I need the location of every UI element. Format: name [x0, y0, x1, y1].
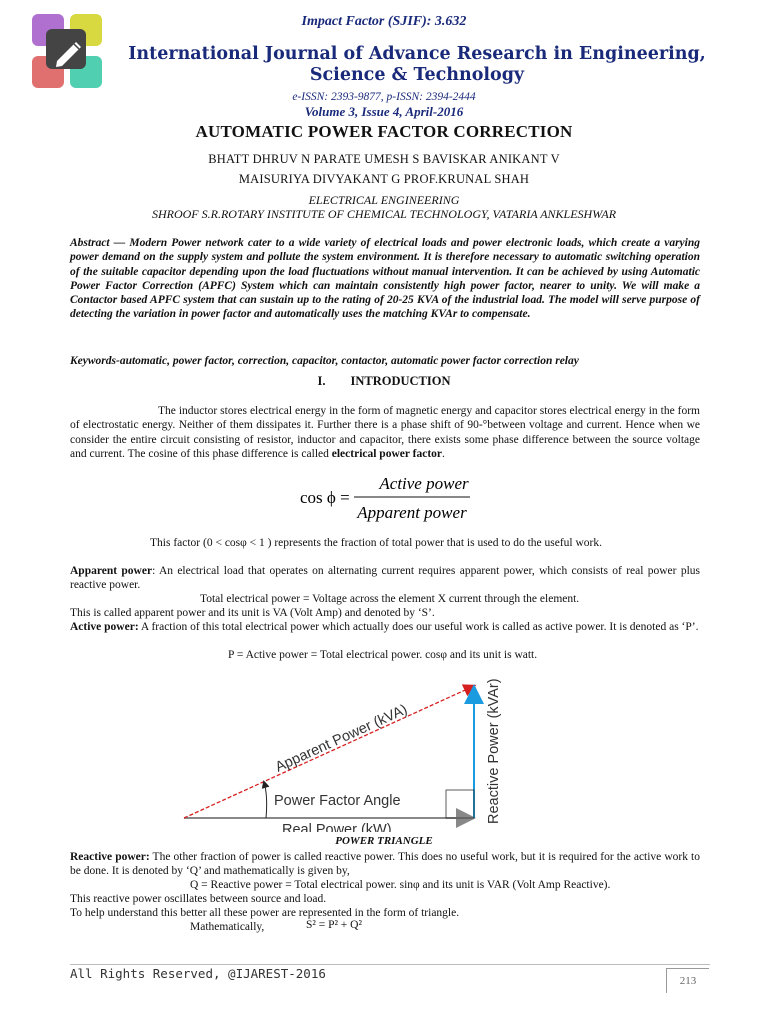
math-label: Mathematically,	[190, 921, 265, 933]
power-factor-formula	[296, 470, 476, 526]
factor-line: This factor (0 < cosφ < 1 ) represents the fraction of total power that is used to do the useful work.	[150, 537, 603, 549]
formula-lhs: cos ϕ =	[300, 488, 350, 507]
power-triangle-figure	[180, 672, 520, 832]
journal-name: International Journal of Advance Research in Engineering, Science & Technology	[128, 44, 706, 85]
angle-arc	[264, 782, 267, 818]
reactive-power-paragraph	[70, 850, 700, 879]
paper-title: AUTOMATIC POWER FACTOR CORRECTION	[195, 122, 573, 141]
abstract: Abstract — Modern Power network cater to a wide variety of electrical loads and power electronic loads, which create a varying power demand on the supply system and pollute the system environment. It is therefore necessary to automatic switching operation of the suitable capacitor depending upon the load fluctuations without manual intervention. It can be achieved by using Automatic Power Factor Correction (APFC) System which can maintain consistently high power factor, nearer to unity. We will make a Contactor based APFC system that can sustain up to the rating of 20-25 KVA of the industrial load. The model will serve purpose of detecting the variation in power factor and automatically uses the matching KVAr to compensate.	[70, 237, 700, 321]
reactive-power-label-text: Reactive power:	[70, 851, 150, 863]
figure-caption: POWER TRIANGLE	[335, 835, 433, 847]
section-heading: I. INTRODUCTION	[317, 374, 451, 388]
total-power-line: Total electrical power = Voltage across the element X current through the element.	[200, 593, 580, 605]
keywords: Keywords-automatic, power factor, correction, capacitor, contactor, automatic power factor correction relay	[70, 355, 579, 367]
math-formula: S² = P² + Q²	[306, 919, 362, 931]
angle-label: Power Factor Angle	[274, 793, 401, 809]
footer-divider	[70, 964, 710, 965]
authors-line-1: BHATT DHRUV N PARATE UMESH S BAVISKAR ANIKANT V	[208, 152, 560, 166]
oscillates-line: This reactive power oscillates between source and load.	[70, 893, 327, 905]
reactive-power-label: Reactive Power (kVAr)	[486, 678, 502, 824]
active-power-text: A fraction of this total electrical power which actually does our useful work is called as active power. It is denoted as ‘P’.	[138, 621, 699, 633]
apparent-power-label: Apparent power	[70, 565, 153, 577]
formula-numerator: Active power	[379, 474, 469, 493]
called-line: This is called apparent power and its unit is VA (Volt Amp) and denoted by ‘S’.	[70, 607, 435, 619]
apparent-power-text: : An electrical load that operates on alternating current requires apparent power, which consists of real power plus reactive power.	[70, 565, 700, 592]
right-angle-mark	[446, 790, 474, 818]
impact-factor: Impact Factor (SJIF): 3.632	[301, 14, 467, 29]
understand-line: To help understand this better all these power are represented in the form of triangle.	[70, 907, 460, 919]
reactive-power-text: The other fraction of power is called reactive power. This does no useful work, but it is required for the active work to be done. It is denoted by ‘Q’ and mathematically is given by,	[70, 851, 700, 878]
footer-rights: All Rights Reserved, @IJAREST-2016	[70, 966, 326, 981]
authors-line-2: MAISURIYA DIVYAKANT G PROF.KRUNAL SHAH	[238, 172, 530, 186]
apparent-power-paragraph	[70, 564, 700, 593]
apparent-power-label: Apparent Power (kVA)	[273, 701, 410, 776]
institute: SHROOF S.R.ROTARY INSTITUTE OF CHEMICAL TECHNOLOGY, VATARIA ANKLESHWAR	[151, 207, 617, 221]
intro-end: .	[442, 447, 445, 460]
active-power-label: Active power:	[70, 621, 139, 633]
p-formula: P = Active power = Total electrical power. cosφ and its unit is watt.	[228, 649, 538, 661]
intro-bold-term: electrical power factor	[331, 447, 443, 460]
q-formula: Q = Reactive power = Total electrical power. sinφ and its unit is VAR (Volt Amp Reactive).	[190, 879, 611, 891]
formula-denominator: Apparent power	[357, 503, 467, 522]
issn: e-ISSN: 2393-9877, p-ISSN: 2394-2444	[292, 91, 476, 103]
intro-text: The inductor stores electrical energy in the form of magnetic energy and capacitor stores electrical energy in the form of electrostatic energy. Neither of them dissipates it. Further there is a phase shift of 90-°between voltage and current. Hence when we consider the entire circuit consisting of resistor, inductor and capacitor, there exists some phase difference between the source voltage and current. The cosine of this phase difference is called	[70, 405, 700, 460]
active-power-paragraph	[70, 620, 700, 634]
page-number: 213	[666, 968, 709, 993]
intro-paragraph	[70, 404, 700, 461]
department: ELECTRICAL ENGINEERING	[308, 193, 460, 207]
volume-info: Volume 3, Issue 4, April-2016	[304, 104, 464, 119]
real-power-label: Real Power (kW)	[282, 822, 392, 832]
